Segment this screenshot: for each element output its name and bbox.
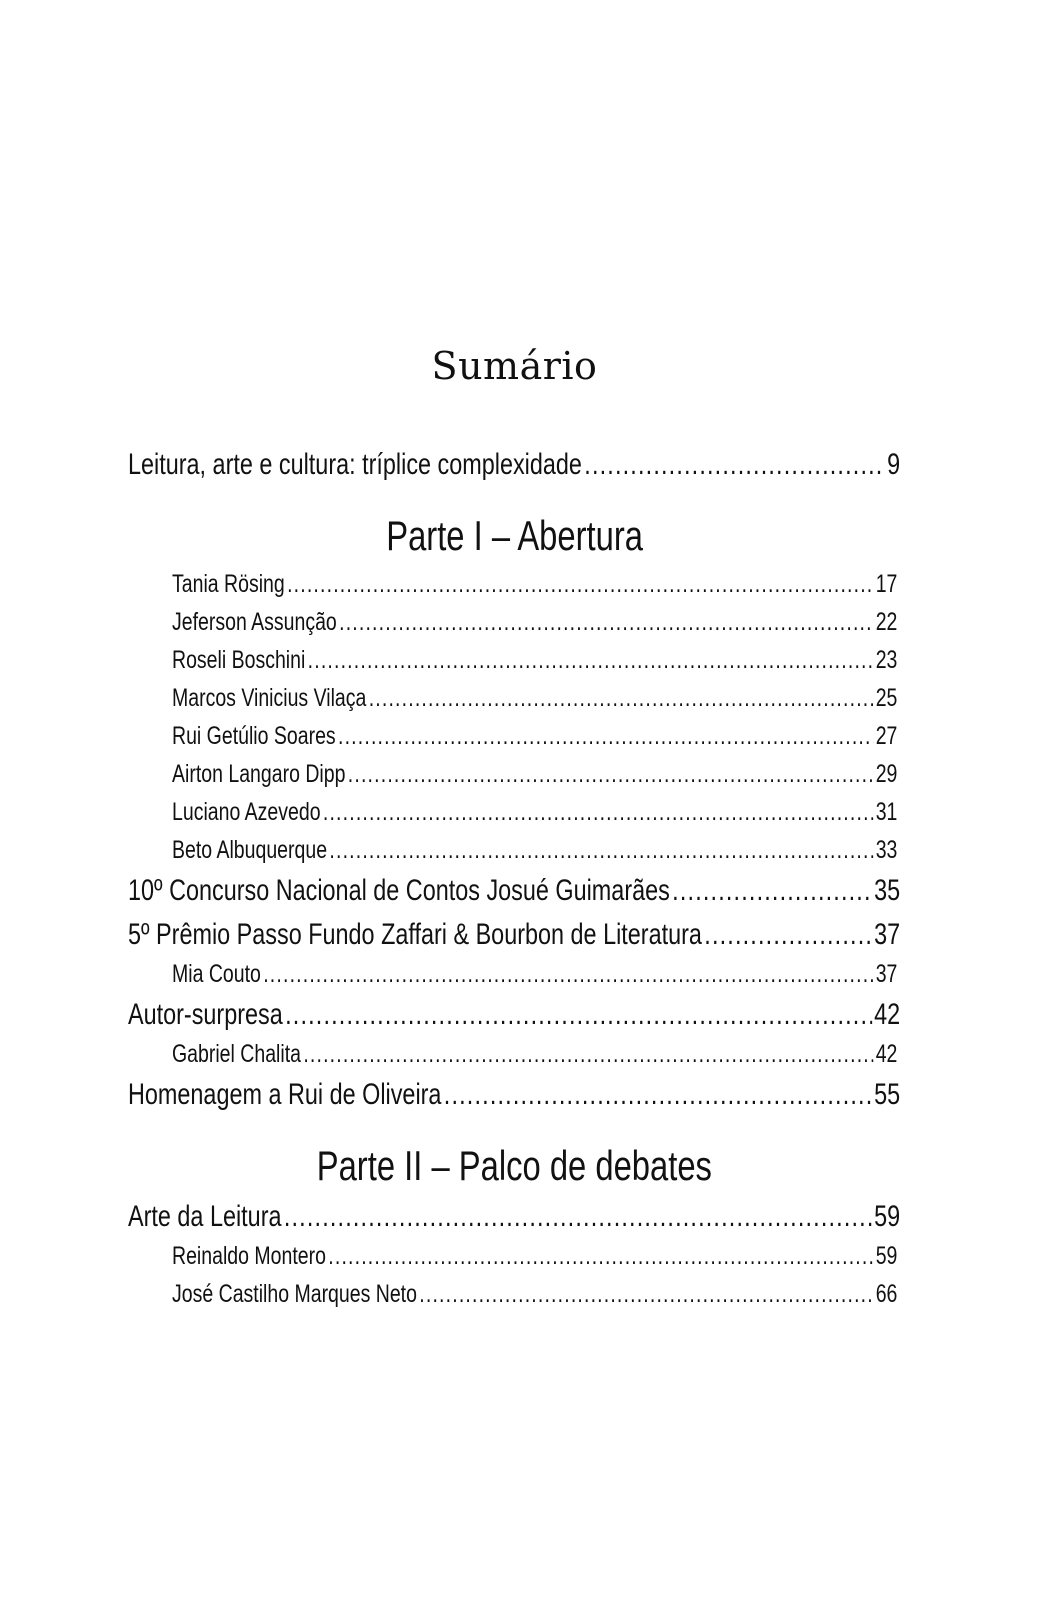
toc-entry[interactable] [128, 1200, 900, 1234]
toc-entry-label: Rui Getúlio Soares [172, 722, 336, 750]
dot-leader [329, 836, 873, 865]
toc-entry-label: Arte da Leitura [128, 1200, 282, 1233]
toc-entry-page: 66 [875, 1280, 898, 1308]
toc-entry-label: Marcos Vinicius Vilaça [172, 684, 367, 712]
toc-entry[interactable] [172, 722, 897, 751]
dot-leader [263, 960, 873, 989]
toc-entry-label: Reinaldo Montero [172, 1242, 326, 1270]
toc-entry[interactable] [128, 874, 900, 908]
toc-entry[interactable] [172, 684, 897, 713]
toc-entry-page: 17 [875, 570, 898, 598]
toc-entry[interactable] [128, 998, 900, 1032]
toc-entry[interactable] [172, 646, 897, 675]
dot-leader [339, 608, 873, 637]
toc-entry[interactable] [172, 570, 897, 599]
toc-entry-label: José Castilho Marques Neto [172, 1280, 417, 1308]
toc-entry-page: 23 [875, 646, 898, 674]
toc-entry-label: 10º Concurso Nacional de Contos Josué Guimarães [128, 874, 670, 907]
toc-entry-page: 22 [875, 608, 898, 636]
toc-entry-label: Airton Langaro Dipp [172, 760, 346, 788]
dot-leader [444, 1078, 872, 1112]
toc-entry-label: Beto Albuquerque [172, 836, 328, 864]
toc-entry-label: Mia Couto [172, 960, 261, 988]
toc-entry[interactable] [128, 918, 900, 952]
toc-entry-page: 42 [875, 1040, 898, 1068]
toc-entry[interactable] [128, 1078, 900, 1112]
toc-entry-page: 37 [875, 960, 898, 988]
toc-entry[interactable] [172, 1040, 897, 1069]
page-title: Sumário [431, 344, 598, 388]
toc-entry-label: Roseli Boschini [172, 646, 306, 674]
toc-entry-page: 31 [875, 798, 898, 826]
dot-leader [672, 874, 872, 908]
toc-entry-page: 55 [874, 1078, 901, 1111]
dot-leader [308, 646, 874, 675]
toc-entry-page: 29 [875, 760, 898, 788]
dot-leader [303, 1040, 873, 1069]
dot-leader [584, 448, 885, 482]
dot-leader [284, 1200, 872, 1234]
toc-entry-page: 27 [875, 722, 898, 750]
toc-entry[interactable] [172, 960, 897, 989]
toc-entry-label: Leitura, arte e cultura: tríplice complexidade [128, 448, 582, 481]
toc-entry-label: Homenagem a Rui de Oliveira [128, 1078, 442, 1111]
toc-entry[interactable] [172, 1242, 897, 1271]
toc-entry[interactable] [172, 1280, 897, 1309]
toc-entry-page: 35 [874, 874, 901, 907]
toc-entry[interactable] [172, 798, 897, 827]
toc-entry[interactable] [172, 836, 897, 865]
toc-entry-label: 5º Prêmio Passo Fundo Zaffari & Bourbon de Literatura [128, 918, 702, 951]
toc-entry-intro[interactable] [128, 448, 900, 482]
toc-entry-label: Tania Rösing [172, 570, 285, 598]
part-heading-1 [0, 512, 1029, 560]
toc-entry-label: Gabriel Chalita [172, 1040, 301, 1068]
toc-entry-page: 42 [874, 998, 901, 1031]
toc-entry[interactable] [172, 760, 897, 789]
toc-entry-page: 37 [874, 918, 901, 951]
dot-leader [369, 684, 874, 713]
toc-entry-page: 59 [874, 1200, 901, 1233]
dot-leader [338, 722, 873, 751]
dot-leader [348, 760, 874, 789]
part-heading-1-text: Parte I – Abertura [386, 512, 643, 559]
toc-entry-page: 25 [875, 684, 898, 712]
part-heading-2 [0, 1142, 1029, 1190]
toc-entry-label: Jeferson Assunção [172, 608, 337, 636]
toc-entry[interactable] [172, 608, 897, 637]
dot-leader [287, 570, 873, 599]
toc-entry-page: 9 [887, 448, 901, 481]
dot-leader [419, 1280, 873, 1309]
toc-entry-page: 33 [875, 836, 898, 864]
dot-leader [704, 918, 872, 952]
dot-leader [328, 1242, 873, 1271]
part-heading-2-text: Parte II – Palco de debates [316, 1142, 713, 1189]
dot-leader [323, 798, 873, 827]
toc-entry-label: Autor-surpresa [128, 998, 283, 1031]
toc-entry-label: Luciano Azevedo [172, 798, 321, 826]
dot-leader [285, 998, 872, 1032]
toc-entry-page: 59 [875, 1242, 898, 1270]
